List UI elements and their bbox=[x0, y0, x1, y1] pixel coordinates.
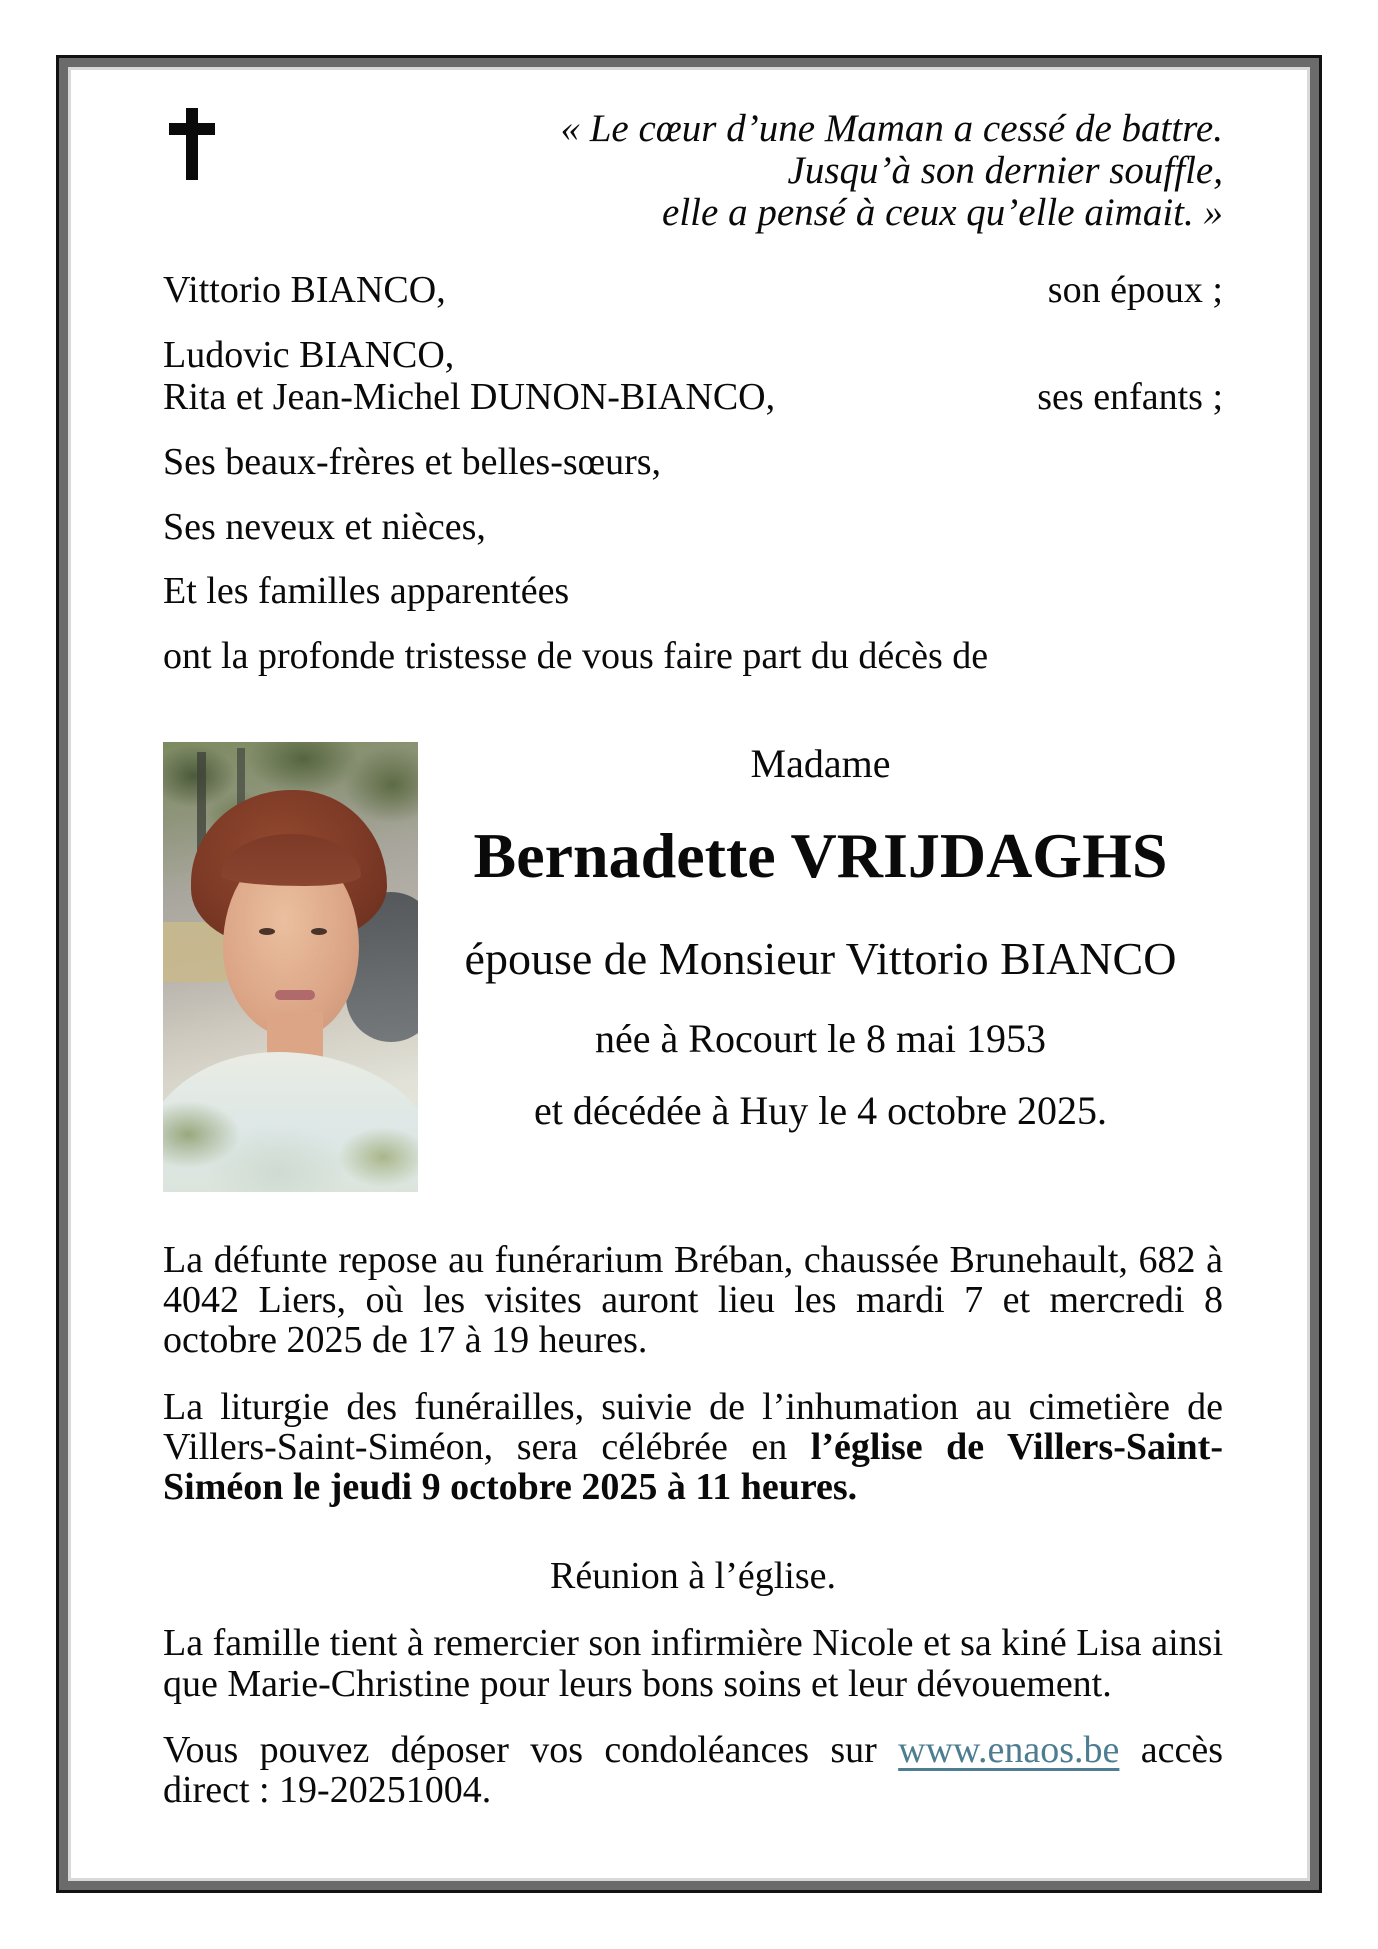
mourner-relation: ses enfants ; bbox=[1037, 375, 1223, 418]
quote-line: elle a pensé à ceux qu’elle aimait. » bbox=[662, 191, 1223, 235]
photo-lips bbox=[275, 990, 315, 1000]
reunion-line: Réunion à l’église. bbox=[550, 1554, 836, 1597]
card-content bbox=[68, 67, 1310, 1881]
repose-paragraph: La défunte repose au funérarium Bréban, chaussée Brunehault, 682 à 4042 Liers, où les visites auront lieu les mardi 7 et mercredi 8 octobre 2025 de 17 à 19 heures. bbox=[163, 1238, 1223, 1362]
mourner-name: Rita et Jean-Michel DUNON-BIANCO, bbox=[163, 375, 776, 418]
mourner-row-children bbox=[163, 335, 1223, 419]
mourner-relation: son époux ; bbox=[1047, 269, 1223, 312]
liturgie-bold-text: l’église de Villers-Saint-Siméon le jeudi 9 octobre 2025 à 11 heures. bbox=[163, 1425, 1223, 1509]
enaos-link[interactable]: www.enaos.be bbox=[898, 1728, 1120, 1771]
deceased-birth-line: née à Rocourt le 8 mai 1953 bbox=[595, 1016, 1046, 1062]
mourner-name: Vittorio BIANCO, bbox=[163, 269, 446, 312]
mourner-names bbox=[163, 335, 775, 419]
mourner-name: Ludovic BIANCO, bbox=[163, 334, 455, 377]
photo-eye bbox=[311, 928, 327, 935]
quote-line: Jusqu’à son dernier souffle, bbox=[787, 149, 1223, 193]
announcement-line: ont la profonde tristesse de vous faire part du décès de bbox=[163, 635, 989, 678]
liturgie-paragraph bbox=[163, 1387, 1223, 1508]
header bbox=[163, 108, 1223, 234]
condolences-text-before: Vous pouvez déposer vos condoléances sur bbox=[163, 1728, 899, 1771]
mourner-line-inlaws: Ses beaux-frères et belles-sœurs, bbox=[163, 440, 662, 483]
memorial-quote bbox=[399, 108, 1223, 234]
deceased-death-line: et décédée à Huy le 4 octobre 2025. bbox=[533, 1088, 1108, 1134]
mourner-line-families: Et les familles apparentées bbox=[163, 570, 570, 613]
photo-eye bbox=[259, 928, 275, 935]
mourner-line-nephews: Ses neveux et nièces, bbox=[163, 505, 486, 548]
condolences-text-after: accès direct : 19-20251004. bbox=[163, 1728, 1223, 1812]
cross-wrap bbox=[163, 108, 399, 185]
liturgie-normal-text: La liturgie des funérailles, suivie de l’inhumation au cimetière de Villers-Saint-Siméon, sera célébrée en bbox=[163, 1385, 1223, 1468]
deceased-name: Bernadette VRIJDAGHS bbox=[473, 819, 1168, 891]
deceased-spouse-line: épouse de Monsieur Vittorio BIANCO bbox=[464, 933, 1177, 985]
frame-gray-band bbox=[59, 58, 1319, 1890]
latin-cross-icon bbox=[169, 108, 215, 180]
deceased-identity bbox=[418, 742, 1223, 1192]
condolences-paragraph bbox=[163, 1730, 1223, 1811]
photo-blouse bbox=[163, 1052, 418, 1192]
portrait-photo bbox=[163, 742, 418, 1192]
deceased-title: Madame bbox=[750, 740, 891, 786]
thanks-paragraph: La famille tient à remercier son infirmière Nicole et sa kiné Lisa ainsi que Marie-Christine pour leurs bons soins et leur dévouement. bbox=[163, 1622, 1223, 1705]
deceased-section bbox=[163, 742, 1223, 1192]
decorative-frame bbox=[56, 55, 1322, 1893]
quote-line: « Le cœur d’une Maman a cessé de battre. bbox=[560, 107, 1223, 150]
mourner-row-husband bbox=[163, 270, 1223, 312]
